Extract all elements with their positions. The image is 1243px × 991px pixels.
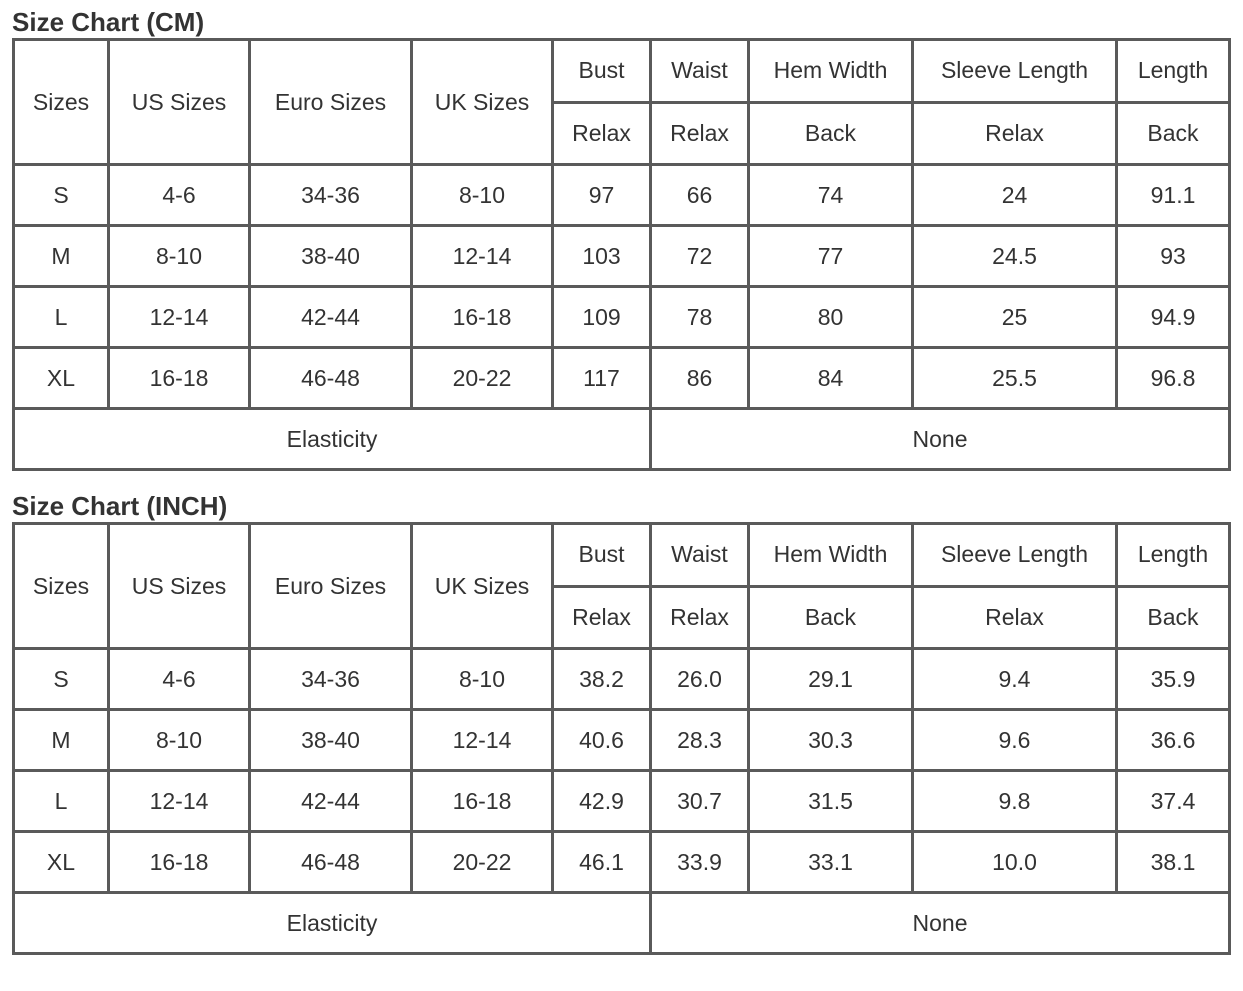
table-cell: 46-48	[250, 832, 412, 893]
elasticity-label: Elasticity	[14, 893, 651, 954]
table-cell: L	[14, 287, 109, 348]
table-cell: 20-22	[412, 348, 553, 409]
header-bust-type: Relax	[553, 102, 651, 165]
table-row-l	[14, 771, 1230, 832]
table-cell: 30.3	[749, 710, 913, 771]
table-cell: 25	[913, 287, 1117, 348]
header-length-type: Back	[1117, 102, 1230, 165]
table-cell: M	[14, 710, 109, 771]
header-bust-type: Relax	[553, 586, 651, 649]
table-cell: 16-18	[412, 771, 553, 832]
table-cell: 34-36	[250, 649, 412, 710]
chart-title: Size Chart (INCH)	[12, 491, 228, 521]
table-cell: 4-6	[109, 649, 250, 710]
size-table	[12, 522, 1231, 955]
table-cell: 117	[553, 348, 651, 409]
header-hem-width: Hem Width	[749, 40, 913, 103]
footer-row	[14, 893, 1230, 954]
elasticity-label: Elasticity	[14, 409, 651, 470]
table-cell: 25.5	[913, 348, 1117, 409]
table-cell: 9.6	[913, 710, 1117, 771]
table-cell: 30.7	[651, 771, 749, 832]
table-cell: 84	[749, 348, 913, 409]
elasticity-value: None	[651, 409, 1230, 470]
table-cell: M	[14, 226, 109, 287]
table-cell: 46-48	[250, 348, 412, 409]
table-cell: 38-40	[250, 710, 412, 771]
table-cell: 42-44	[250, 771, 412, 832]
table-cell: 12-14	[412, 710, 553, 771]
table-row-xl	[14, 348, 1230, 409]
table-cell: 77	[749, 226, 913, 287]
table-cell: XL	[14, 348, 109, 409]
table-cell: 16-18	[412, 287, 553, 348]
table-cell: 9.4	[913, 649, 1117, 710]
header-euro-sizes: Euro Sizes	[250, 524, 412, 649]
table-cell: 91.1	[1117, 165, 1230, 226]
table-cell: 93	[1117, 226, 1230, 287]
table-cell: 94.9	[1117, 287, 1230, 348]
table-cell: 36.6	[1117, 710, 1230, 771]
table-cell: 37.4	[1117, 771, 1230, 832]
table-cell: 20-22	[412, 832, 553, 893]
table-cell: 96.8	[1117, 348, 1230, 409]
header-us-sizes: US Sizes	[109, 524, 250, 649]
footer-row	[14, 409, 1230, 470]
table-cell: XL	[14, 832, 109, 893]
header-sleeve-length-type: Relax	[913, 102, 1117, 165]
header-row-measure	[14, 524, 1230, 587]
table-cell: 8-10	[109, 226, 250, 287]
table-cell: 33.1	[749, 832, 913, 893]
table-cell: 24	[913, 165, 1117, 226]
header-waist-type: Relax	[651, 102, 749, 165]
table-cell: 28.3	[651, 710, 749, 771]
table-cell: 86	[651, 348, 749, 409]
table-cell: 38.2	[553, 649, 651, 710]
header-length: Length	[1117, 40, 1230, 103]
header-length-type: Back	[1117, 586, 1230, 649]
table-cell: 38-40	[250, 226, 412, 287]
header-euro-sizes: Euro Sizes	[250, 40, 412, 165]
header-waist-type: Relax	[651, 586, 749, 649]
table-cell: 8-10	[109, 710, 250, 771]
table-cell: 4-6	[109, 165, 250, 226]
table-cell: 40.6	[553, 710, 651, 771]
table-cell: 10.0	[913, 832, 1117, 893]
header-hem-width: Hem Width	[749, 524, 913, 587]
header-us-sizes: US Sizes	[109, 40, 250, 165]
table-row-l	[14, 287, 1230, 348]
table-cell: 16-18	[109, 348, 250, 409]
table-cell: 42-44	[250, 287, 412, 348]
header-length: Length	[1117, 524, 1230, 587]
table-cell: 97	[553, 165, 651, 226]
table-cell: 33.9	[651, 832, 749, 893]
table-cell: 103	[553, 226, 651, 287]
table-cell: 8-10	[412, 165, 553, 226]
table-row-xl	[14, 832, 1230, 893]
header-row-measure	[14, 40, 1230, 103]
table-cell: S	[14, 165, 109, 226]
table-row-s	[14, 165, 1230, 226]
table-cell: 38.1	[1117, 832, 1230, 893]
table-cell: 109	[553, 287, 651, 348]
table-cell: 26.0	[651, 649, 749, 710]
table-cell: 80	[749, 287, 913, 348]
header-sleeve-length-type: Relax	[913, 586, 1117, 649]
header-waist: Waist	[651, 40, 749, 103]
header-sleeve-length: Sleeve Length	[913, 524, 1117, 587]
table-row-m	[14, 710, 1230, 771]
table-cell: 34-36	[250, 165, 412, 226]
table-cell: 29.1	[749, 649, 913, 710]
table-cell: 16-18	[109, 832, 250, 893]
table-row-s	[14, 649, 1230, 710]
table-cell: 72	[651, 226, 749, 287]
table-cell: 12-14	[109, 287, 250, 348]
table-cell: 46.1	[553, 832, 651, 893]
table-cell: 12-14	[412, 226, 553, 287]
table-cell: 12-14	[109, 771, 250, 832]
table-row-m	[14, 226, 1230, 287]
table-cell: 66	[651, 165, 749, 226]
table-cell: 74	[749, 165, 913, 226]
table-cell: 24.5	[913, 226, 1117, 287]
header-bust: Bust	[553, 40, 651, 103]
table-cell: 31.5	[749, 771, 913, 832]
header-uk-sizes: UK Sizes	[412, 524, 553, 649]
header-bust: Bust	[553, 524, 651, 587]
header-sizes: Sizes	[14, 524, 109, 649]
size-chart-inch	[12, 484, 1231, 955]
header-waist: Waist	[651, 524, 749, 587]
header-uk-sizes: UK Sizes	[412, 40, 553, 165]
header-sizes: Sizes	[14, 40, 109, 165]
size-table	[12, 38, 1231, 471]
size-chart-cm	[12, 0, 1231, 471]
table-cell: 35.9	[1117, 649, 1230, 710]
table-cell: L	[14, 771, 109, 832]
chart-title: Size Chart (CM)	[12, 7, 205, 37]
header-hem-width-type: Back	[749, 102, 913, 165]
elasticity-value: None	[651, 893, 1230, 954]
table-cell: 9.8	[913, 771, 1117, 832]
table-cell: 42.9	[553, 771, 651, 832]
table-cell: 78	[651, 287, 749, 348]
table-cell: 8-10	[412, 649, 553, 710]
table-cell: S	[14, 649, 109, 710]
header-hem-width-type: Back	[749, 586, 913, 649]
header-sleeve-length: Sleeve Length	[913, 40, 1117, 103]
